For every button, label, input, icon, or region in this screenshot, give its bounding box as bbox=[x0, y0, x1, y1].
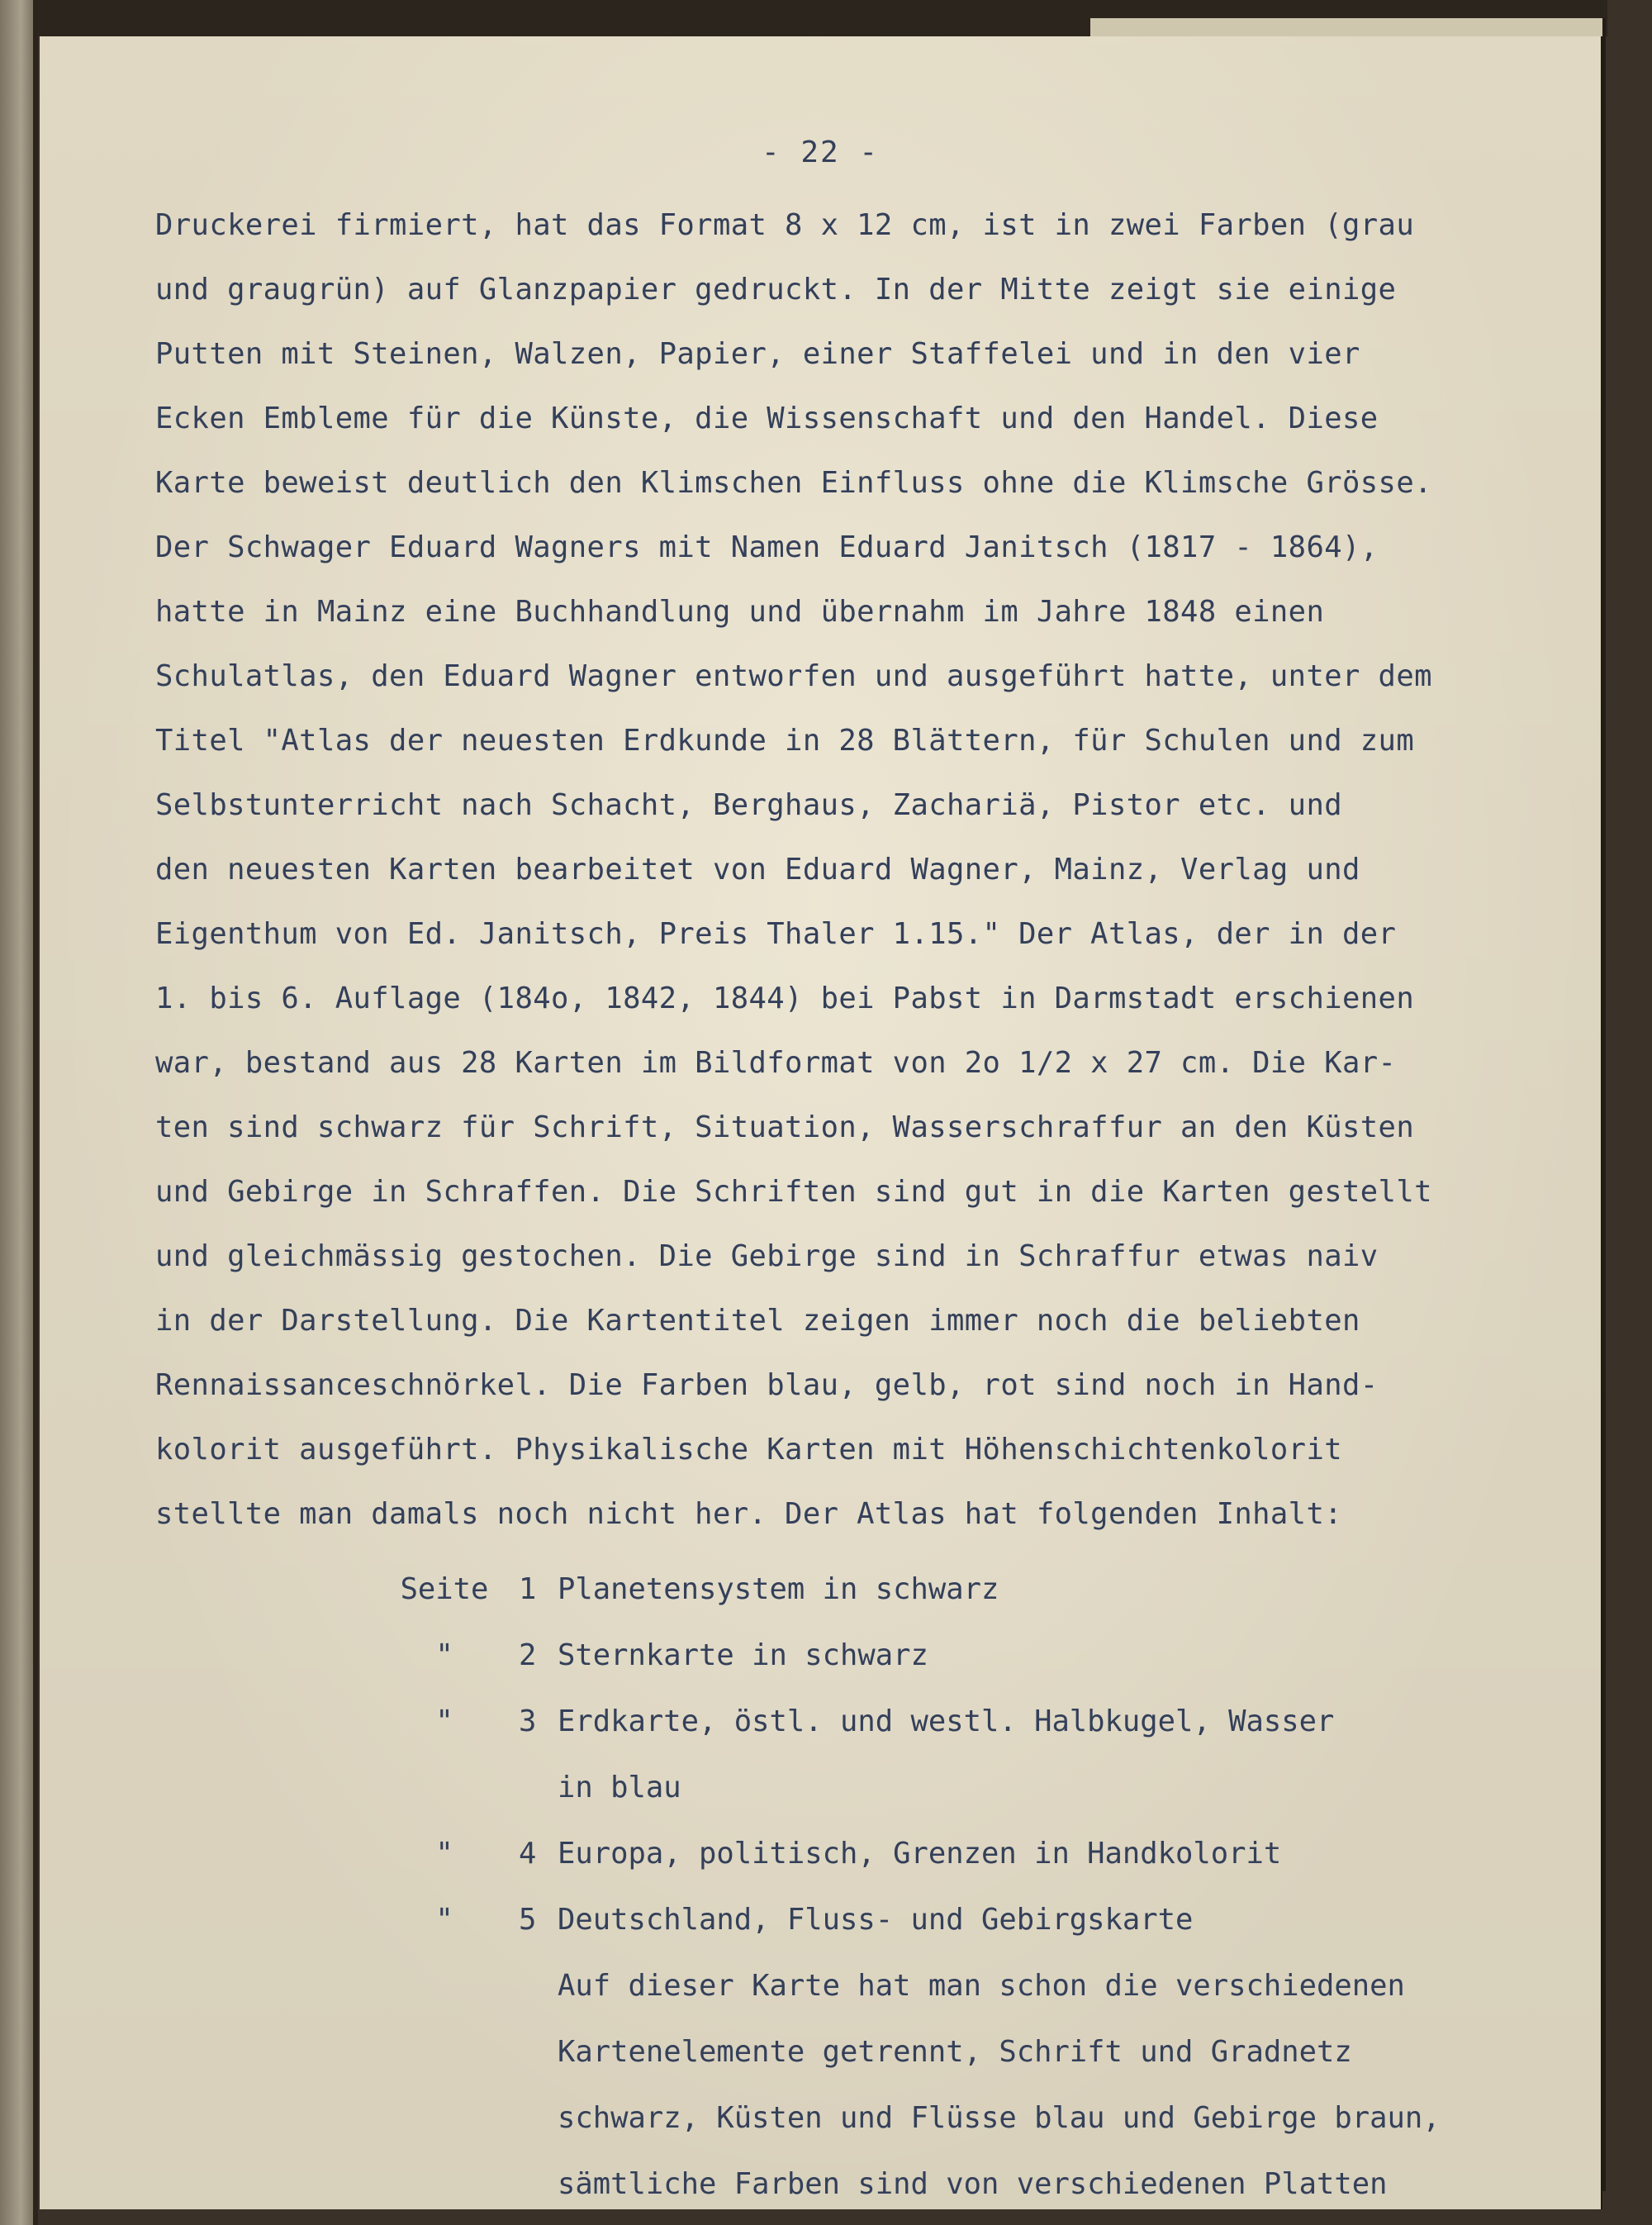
contents-row bbox=[387, 1689, 1559, 1755]
contents-row bbox=[387, 1755, 1559, 1821]
contents-label: " bbox=[435, 1638, 453, 1672]
contents-number: 3 bbox=[519, 1704, 537, 1738]
contents-number: 1 bbox=[519, 1572, 537, 1606]
contents-label: " bbox=[435, 1837, 453, 1871]
contents-text: Erdkarte, östl. und westl. Halbkugel, Wasser bbox=[558, 1704, 1335, 1738]
contents-row bbox=[387, 2019, 1559, 2085]
text-line: kolorit ausgeführt. Physikalische Karten mit Höhenschichtenkolorit bbox=[155, 1433, 1343, 1467]
text-line: stellte man damals noch nicht her. Der Atlas hat folgenden Inhalt: bbox=[155, 1497, 1343, 1531]
text-line: Schulatlas, den Eduard Wagner entworfen und ausgeführt hatte, unter dem bbox=[155, 659, 1432, 693]
contents-text: schwarz, Küsten und Flüsse blau und Gebirge braun, bbox=[558, 2101, 1441, 2135]
page-number: - 22 - bbox=[761, 135, 880, 169]
text-line: und graugrün) auf Glanzpapier gedruckt. In der Mitte zeigt sie einige bbox=[155, 273, 1397, 307]
contents-text: in blau bbox=[558, 1771, 681, 1804]
text-line: in der Darstellung. Die Kartentitel zeigen immer noch die beliebten bbox=[155, 1304, 1360, 1338]
text-line: 1. bis 6. Auflage (184o, 1842, 1844) bei Pabst in Darmstadt erschienen bbox=[155, 982, 1415, 1015]
text-line: ten sind schwarz für Schrift, Situation, Wasserschraffur an den Küsten bbox=[155, 1110, 1415, 1144]
contents-row bbox=[387, 2151, 1559, 2218]
text-line: und Gebirge in Schraffen. Die Schriften sind gut in die Karten gestellt bbox=[155, 1175, 1432, 1209]
text-line: war, bestand aus 28 Karten im Bildformat von 2o 1/2 x 27 cm. Die Kar- bbox=[155, 1046, 1397, 1080]
contents-row bbox=[387, 1557, 1559, 1623]
atlas-contents-list bbox=[387, 1557, 1559, 2218]
contents-text: Kartenelemente getrennt, Schrift und Gradnetz bbox=[558, 2035, 1352, 2069]
book-spine bbox=[0, 0, 38, 2225]
body-text bbox=[155, 193, 1576, 1547]
text-line: und gleichmässig gestochen. Die Gebirge sind in Schraffur etwas naiv bbox=[155, 1239, 1379, 1273]
text-line: Eigenthum von Ed. Janitsch, Preis Thaler 1.15." Der Atlas, der in der bbox=[155, 917, 1397, 951]
contents-row bbox=[387, 1623, 1559, 1689]
text-line: Putten mit Steinen, Walzen, Papier, einer Staffelei und in den vier bbox=[155, 337, 1360, 371]
text-line: Der Schwager Eduard Wagners mit Namen Eduard Janitsch (1817 - 1864), bbox=[155, 530, 1379, 564]
text-line: Ecken Embleme für die Künste, die Wissenschaft und den Handel. Diese bbox=[155, 402, 1379, 435]
contents-row bbox=[387, 1953, 1559, 2019]
contents-row bbox=[387, 2085, 1559, 2151]
contents-number: 2 bbox=[519, 1638, 537, 1672]
contents-number: 4 bbox=[519, 1837, 537, 1871]
typewritten-page bbox=[40, 36, 1601, 2209]
text-line: den neuesten Karten bearbeitet von Eduard Wagner, Mainz, Verlag und bbox=[155, 853, 1360, 887]
contents-text: Planetensystem in schwarz bbox=[558, 1572, 999, 1606]
contents-text: Sternkarte in schwarz bbox=[558, 1638, 928, 1672]
contents-label: " bbox=[435, 1704, 453, 1738]
contents-text: Auf dieser Karte hat man schon die verschiedenen bbox=[558, 1969, 1405, 2003]
contents-text: sämtliche Farben sind von verschiedenen Platten bbox=[558, 2167, 1388, 2201]
contents-row bbox=[387, 1887, 1559, 1953]
text-line: Rennaissanceschnörkel. Die Farben blau, gelb, rot sind noch in Hand- bbox=[155, 1368, 1379, 1402]
spine-edge bbox=[33, 0, 38, 2225]
text-line: Druckerei firmiert, hat das Format 8 x 12 cm, ist in zwei Farben (grau bbox=[155, 208, 1415, 242]
contents-row bbox=[387, 1821, 1559, 1887]
contents-number: 5 bbox=[519, 1903, 537, 1937]
text-line: Selbstunterricht nach Schacht, Berghaus, Zachariä, Pistor etc. und bbox=[155, 788, 1343, 822]
contents-label: Seite bbox=[400, 1572, 489, 1606]
contents-label: " bbox=[435, 1903, 453, 1937]
contents-text: Europa, politisch, Grenzen in Handkolorit bbox=[558, 1837, 1282, 1871]
text-line: Titel "Atlas der neuesten Erdkunde in 28 Blättern, für Schulen und zum bbox=[155, 724, 1415, 758]
text-line: Karte beweist deutlich den Klimschen Einfluss ohne die Klimsche Grösse. bbox=[155, 466, 1432, 500]
text-line: hatte in Mainz eine Buchhandlung und übernahm im Jahre 1848 einen bbox=[155, 595, 1325, 629]
contents-text: Deutschland, Fluss- und Gebirgskarte bbox=[558, 1903, 1194, 1937]
